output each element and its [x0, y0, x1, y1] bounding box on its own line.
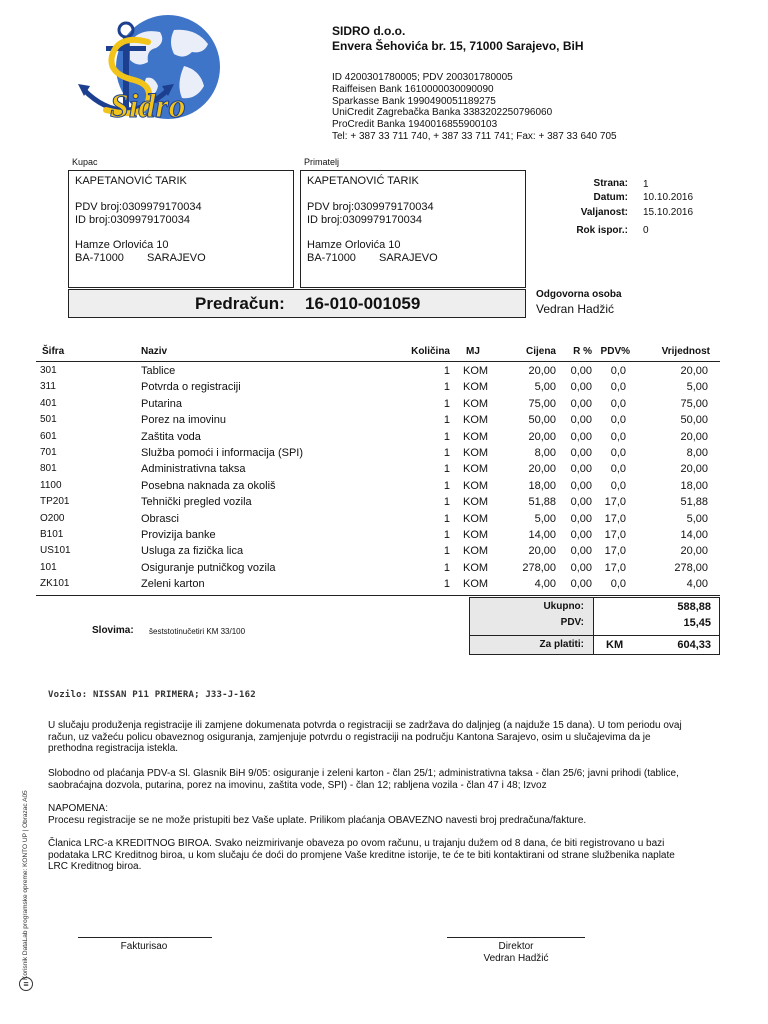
- cell-name: Tehnički pregled vozila: [141, 496, 252, 509]
- cell-unit: KOM: [463, 397, 489, 410]
- cell-quantity: 1: [443, 561, 450, 574]
- cell-quantity: 1: [443, 414, 450, 427]
- cell-vat: 17,0: [604, 512, 626, 525]
- buyer-street: Hamze Orlovića 10: [75, 239, 169, 251]
- valid-label: Valjanost:: [580, 207, 628, 218]
- table-row: [0, 480, 768, 496]
- cell-discount: 0,00: [570, 381, 592, 394]
- cell-value: 20,00: [680, 430, 708, 443]
- buyer-pdv: PDV broj:0309979170034: [75, 201, 202, 213]
- cell-vat: 17,0: [604, 496, 626, 509]
- cell-price: 5,00: [534, 512, 556, 525]
- cell-unit: KOM: [463, 463, 489, 476]
- cell-price: 20,00: [528, 430, 556, 443]
- cell-code: TP201: [40, 496, 70, 508]
- cell-code: 311: [40, 381, 56, 393]
- cell-price: 50,00: [528, 414, 556, 427]
- cell-unit: KOM: [463, 578, 489, 591]
- cell-code: 601: [40, 430, 57, 442]
- cell-name: Usluga za fizička lica: [141, 545, 244, 558]
- date-value: 10.10.2016: [643, 192, 694, 203]
- cell-price: 14,00: [528, 529, 556, 541]
- table-row: [0, 545, 768, 561]
- cell-name: Služba pomoći i informacija (SPI): [141, 447, 304, 459]
- cell-unit: KOM: [463, 365, 489, 377]
- cell-name: Osiguranje putničkog vozila: [141, 561, 276, 574]
- cell-name: Putarina: [141, 397, 182, 410]
- buyer-name: KAPETANOVIĆ TARIK: [75, 175, 187, 187]
- cell-unit: KOM: [463, 561, 489, 574]
- cell-code: 1100: [40, 479, 62, 491]
- table-row: [0, 414, 768, 430]
- cell-value: 51,88: [680, 496, 708, 509]
- col-header-code: Šifra: [42, 346, 65, 357]
- cell-discount: 0,00: [570, 414, 592, 427]
- recipient-zip: BA-71000: [307, 252, 356, 264]
- table-row: [0, 578, 768, 594]
- cell-discount: 0,00: [570, 365, 592, 377]
- buyer-city: SARAJEVO: [147, 252, 206, 264]
- cell-name: Potvrda o registraciji: [141, 381, 241, 394]
- cell-quantity: 1: [443, 545, 450, 558]
- logo-wordmark: Sidro: [110, 88, 186, 125]
- cell-code: 801: [40, 463, 57, 475]
- col-header-unit: MJ: [466, 346, 480, 357]
- col-header-value: Vrijednost: [661, 346, 710, 357]
- cell-code: 701: [40, 447, 57, 458]
- col-header-vat: PDV%: [600, 346, 630, 357]
- col-header-price: Cijena: [525, 346, 556, 357]
- cell-quantity: 1: [443, 479, 450, 492]
- signature-director-name: Vedran Hadžić: [483, 953, 549, 964]
- cell-name: Tablice: [141, 365, 176, 377]
- company-address: Envera Šehovića br. 15, 71000 Sarajevo, BiH: [332, 39, 584, 53]
- document-title-box: [68, 289, 526, 318]
- table-row: [0, 562, 768, 578]
- buyer-box: [68, 170, 294, 288]
- signature-invoiced-by: Fakturisao: [120, 941, 168, 952]
- cell-value: 5,00: [686, 381, 708, 394]
- company-name: SIDRO d.o.o.: [332, 24, 406, 38]
- cell-vat: 17,0: [604, 545, 626, 558]
- cell-value: 20,00: [680, 365, 708, 377]
- cell-vat: 0,0: [610, 479, 626, 492]
- table-row: [0, 431, 768, 447]
- cell-vat: 17,0: [604, 529, 626, 541]
- total-label: Ukupno:: [543, 601, 584, 612]
- note-registration: U slučaju produženja registracije ili zamjene dokumenata potvrda o registraciji se zadržava do daljnjeg (a najduže 15 dana). U tom periodu ovaj račun, uz važeću policu obaveznog osiguranja, zamjenjuje potvrdu o registraciji na području Kantona Sarajevo, osim u slučajevima da je prethodna registracija istekla.: [48, 720, 682, 755]
- cell-value: 75,00: [680, 397, 708, 410]
- cell-price: 278,00: [522, 561, 556, 574]
- cell-price: 8,00: [534, 447, 556, 459]
- cell-code: ZK101: [40, 578, 70, 590]
- cell-discount: 0,00: [570, 512, 592, 525]
- company-bank-line: UniCredit Zagrebačka Banka 3383202250796060: [332, 107, 553, 119]
- recipient-city: SARAJEVO: [379, 252, 438, 264]
- table-bottom-rule: [36, 595, 720, 596]
- cell-vat: 0,0: [610, 414, 626, 427]
- cell-quantity: 1: [443, 496, 450, 509]
- cell-price: 20,00: [528, 365, 556, 377]
- note-title: NAPOMENA:: [48, 803, 109, 814]
- recipient-label: Primatelj: [304, 157, 340, 167]
- cell-vat: 0,0: [610, 397, 626, 410]
- cell-discount: 0,00: [570, 479, 592, 492]
- cell-unit: KOM: [463, 496, 489, 509]
- recipient-name: KAPETANOVIĆ TARIK: [307, 175, 419, 187]
- company-logo: [48, 12, 238, 132]
- cell-quantity: 1: [443, 447, 450, 459]
- cell-name: Provizija banke: [141, 529, 216, 541]
- table-row: [0, 398, 768, 414]
- table-row: [0, 447, 768, 463]
- cell-quantity: 1: [443, 397, 450, 410]
- table-row: [0, 529, 768, 545]
- cell-code: 301: [40, 365, 57, 376]
- cell-vat: 0,0: [610, 463, 626, 476]
- note-credit-bureau: Članica LRC-a KREDITNOG BIROA. Svako neizmirivanje obaveza po ovom računu, u trajanju dužem od 8 dana, će biti registrovano u bazi podataka LRC Kreditnog biroa, u kom slučaju će doći do promjene Vaše kreditne istorije, te će te biti kontaktirani od strane službenika naplate LRC Kreditnog biroa.: [48, 838, 675, 873]
- cell-price: 18,00: [528, 479, 556, 492]
- cell-value: 5,00: [686, 512, 708, 525]
- cell-discount: 0,00: [570, 578, 592, 591]
- pay-label: Za platiti:: [539, 639, 584, 650]
- cell-vat: 0,0: [610, 430, 626, 443]
- cell-value: 20,00: [680, 545, 708, 558]
- valid-value: 15.10.2016: [643, 207, 694, 218]
- company-bank-line: Sparkasse Bank 1990490051189275: [332, 95, 496, 107]
- document-number: 16-010-001059: [305, 294, 421, 313]
- cell-quantity: 1: [443, 463, 450, 476]
- table-header-rule: [36, 361, 720, 362]
- table-row: [0, 365, 768, 381]
- pay-value: 604,33: [677, 639, 711, 651]
- page-label: Strana:: [593, 178, 628, 189]
- note-vat-exemption: Slobodno od plaćanja PDV-a Sl. Glasnik BiH 9/05: osiguranje i zeleni karton - član 25/1; administrativna taksa - član 25/6; javni prihodi (tablice, saobraćajna dozvola, putarina, porez na imovinu, zaštita vode, SPI) - član 12; rabljena vozila - član 47 i 48; Izvoz: [48, 768, 679, 791]
- recipient-street: Hamze Orlovića 10: [307, 239, 401, 251]
- delivery-value: 0: [643, 225, 649, 236]
- signature-line-right: [447, 937, 585, 938]
- cell-vat: 0,0: [610, 381, 626, 394]
- cell-name: Zaštita voda: [141, 430, 201, 443]
- cell-discount: 0,00: [570, 397, 592, 410]
- cell-price: 5,00: [534, 381, 556, 394]
- cell-name: Obrasci: [141, 512, 179, 525]
- cell-quantity: 1: [443, 529, 450, 541]
- cell-discount: 0,00: [570, 561, 592, 574]
- table-row: [0, 496, 768, 512]
- cell-discount: 0,00: [570, 463, 592, 476]
- software-logo-icon: ≡: [19, 977, 33, 991]
- company-id-line: ID 4200301780005; PDV 200301780005: [332, 72, 513, 83]
- cell-code: 501: [40, 414, 57, 426]
- cell-quantity: 1: [443, 512, 450, 525]
- cell-vat: 0,0: [610, 447, 626, 459]
- buyer-label: Kupac: [72, 157, 98, 167]
- vat-label: PDV:: [560, 617, 584, 628]
- cell-price: 20,00: [528, 463, 556, 476]
- responsible-name: Vedran Hadžić: [536, 302, 615, 316]
- company-bank-line: Raiffeisen Bank 1610000030090090: [332, 83, 494, 95]
- table-row: [0, 381, 768, 397]
- date-label: Datum:: [593, 192, 628, 203]
- recipient-pdv: PDV broj:0309979170034: [307, 201, 434, 213]
- pay-currency: KM: [606, 639, 624, 651]
- totals-divider: [470, 635, 719, 636]
- document-label: Predračun:: [195, 294, 285, 313]
- buyer-id: ID broj:0309979170034: [75, 214, 190, 226]
- buyer-zip: BA-71000: [75, 252, 124, 264]
- words-label: Slovima:: [92, 625, 134, 636]
- cell-code: 401: [40, 397, 57, 409]
- cell-code: O200: [40, 512, 65, 524]
- cell-value: 278,00: [674, 561, 708, 574]
- cell-value: 50,00: [680, 414, 708, 427]
- cell-unit: KOM: [463, 447, 489, 459]
- cell-value: 18,00: [680, 479, 708, 492]
- col-header-discount: R %: [573, 346, 592, 357]
- company-details: [332, 72, 617, 143]
- cell-unit: KOM: [463, 529, 489, 541]
- signature-director-label: Direktor: [498, 941, 534, 952]
- table-row: [0, 463, 768, 479]
- cell-unit: KOM: [463, 545, 489, 558]
- cell-quantity: 1: [443, 381, 450, 394]
- responsible-label: Odgovorna osoba: [536, 289, 622, 300]
- cell-price: 20,00: [528, 545, 556, 558]
- cell-discount: 0,00: [570, 430, 592, 443]
- col-header-name: Naziv: [141, 346, 168, 357]
- table-row: [0, 513, 768, 529]
- cell-quantity: 1: [443, 578, 450, 591]
- cell-unit: KOM: [463, 512, 489, 525]
- cell-discount: 0,00: [570, 529, 592, 541]
- cell-value: 20,00: [680, 463, 708, 476]
- cell-vat: 0,0: [610, 365, 626, 377]
- cell-discount: 0,00: [570, 496, 592, 509]
- cell-vat: 17,0: [604, 561, 626, 574]
- cell-price: 4,00: [534, 578, 556, 591]
- cell-quantity: 1: [443, 365, 450, 377]
- recipient-id: ID broj:0309979170034: [307, 214, 422, 226]
- cell-vat: 0,0: [610, 578, 626, 591]
- cell-discount: 0,00: [570, 545, 592, 558]
- words-value: šeststotinučetiri KM 33/100: [149, 627, 246, 636]
- cell-unit: KOM: [463, 381, 489, 394]
- vat-value: 15,45: [683, 617, 711, 629]
- cell-unit: KOM: [463, 479, 489, 492]
- total-value: 588,88: [677, 601, 711, 613]
- note-payment: Procesu registracije se ne može pristupiti bez Vaše uplate. Prilikom plaćanja OBAVEZNO navesti broj predračuna/fakture.: [48, 815, 587, 826]
- recipient-box: [300, 170, 526, 288]
- cell-code: B101: [40, 529, 64, 540]
- cell-value: 8,00: [686, 447, 708, 459]
- company-phone-line: Tel: + 387 33 711 740, + 387 33 711 741; Fax: + 387 33 640 705: [332, 130, 617, 142]
- cell-name: Zeleni karton: [141, 578, 205, 591]
- cell-name: Porez na imovinu: [141, 414, 226, 427]
- cell-quantity: 1: [443, 430, 450, 443]
- cell-price: 51,88: [528, 496, 556, 509]
- software-side-note: Korisnik DataLab programske opreme: KONTO UP | Obrazac A05: [22, 790, 29, 980]
- cell-name: Administrativna taksa: [141, 463, 246, 476]
- cell-unit: KOM: [463, 414, 489, 427]
- cell-unit: KOM: [463, 430, 489, 443]
- company-bank-line: ProCredit Banka 1940016855900103: [332, 119, 498, 131]
- cell-value: 4,00: [686, 578, 708, 591]
- cell-price: 75,00: [528, 397, 556, 410]
- cell-code: US101: [40, 545, 71, 557]
- page-number: 1: [643, 179, 649, 190]
- totals-box: [469, 597, 720, 655]
- delivery-label: Rok ispor.:: [576, 225, 628, 236]
- signature-line-left: [78, 937, 212, 938]
- col-header-qty: Količina: [411, 346, 450, 357]
- cell-name: Posebna naknada za okoliš: [141, 479, 276, 492]
- vehicle-line: Vozilo: NISSAN P11 PRIMERA; J33-J-162: [48, 690, 256, 700]
- cell-discount: 0,00: [570, 447, 592, 459]
- cell-value: 14,00: [680, 529, 708, 541]
- cell-code: 101: [40, 561, 57, 573]
